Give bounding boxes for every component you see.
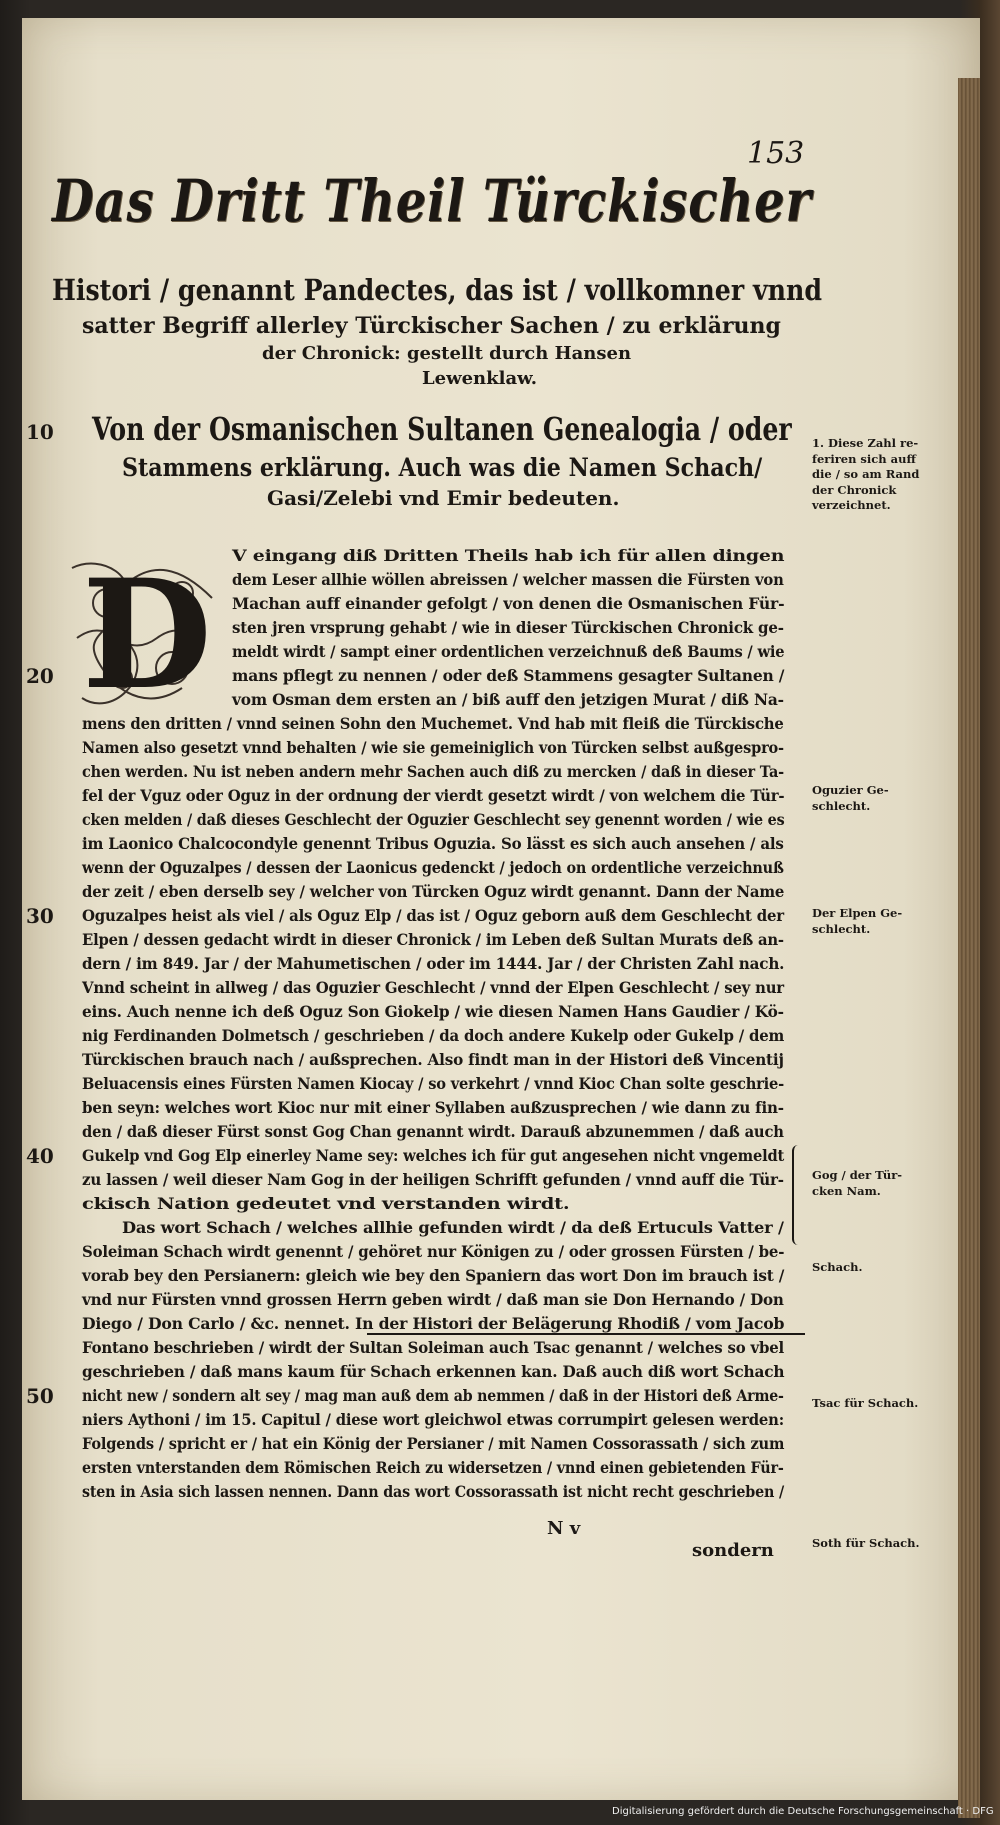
body-line: Folgends / spricht er / hat ein König der Persianer / mit Namen Cossorassath / sich zum bbox=[82, 1434, 785, 1453]
margin-brace bbox=[792, 1145, 804, 1245]
margin-note: Der Elpen Ge-schlecht. bbox=[812, 906, 903, 936]
body-line: ckisch Nation gedeutet vnd verstanden wirdt. bbox=[82, 1194, 570, 1213]
body-line: den / daß dieser Fürst sonst Gog Chan genannt wirdt. Darauß abzunemmen / daß auch bbox=[82, 1122, 784, 1141]
body-line: Oguzalpes heist als viel / als Oguz Elp / das ist / Oguz geborn auß dem Geschlecht der bbox=[82, 906, 784, 925]
line-number: 30 bbox=[26, 904, 54, 928]
subtitle-line: satter Begriff allerley Türckischer Sachen / zu erklärung bbox=[82, 313, 781, 339]
line-number: 40 bbox=[26, 1144, 54, 1168]
margin-note: Soth für Schach. bbox=[812, 1536, 920, 1550]
body-line: Türckischen brauch nach / außsprechen. Also findt man in der Histori deß Vincentij bbox=[82, 1050, 784, 1069]
body-line: vom Osman dem ersten an / biß auff den jetzigen Murat / diß Na- bbox=[232, 690, 784, 709]
book-page bbox=[22, 18, 980, 1800]
body-line: nicht new / sondern alt sey / mag man auß dem ab nemmen / daß in der Histori deß Arme- bbox=[82, 1386, 784, 1405]
initial-letter: D bbox=[81, 547, 213, 723]
signature-mark: N v bbox=[547, 1518, 581, 1539]
body-line: ersten vnterstanden dem Römischen Reich zu widersetzen / vnnd einen gebietenden Für- bbox=[82, 1458, 784, 1477]
body-line: Diego / Don Carlo / &c. nennet. In der Histori der Belägerung Rhodiß / vom Jacob bbox=[82, 1314, 785, 1333]
body-line: ben seyn: welches wort Kioc nur mit einer Syllaben außzusprechen / wie dann zu fin- bbox=[82, 1098, 784, 1117]
subtitle-line: Lewenklaw. bbox=[422, 368, 538, 389]
main-title: Das Dritt Theil Türckischer bbox=[52, 167, 812, 235]
line-number: 20 bbox=[26, 664, 54, 688]
margin-note: Oguzier Ge-schlecht. bbox=[812, 783, 889, 813]
page-number: 153 bbox=[747, 136, 805, 171]
handwritten-underline bbox=[367, 1333, 805, 1335]
section-title-line: Von der Osmanischen Sultanen Genealogia / oder bbox=[92, 410, 792, 448]
body-line: chen werden. Nu ist neben andern mehr Sachen auch diß zu mercken / daß in dieser Ta- bbox=[82, 762, 784, 781]
body-line: nig Ferdinanden Dolmetsch / geschrieben / da doch andere Kukelp oder Gukelp / dem bbox=[82, 1026, 785, 1045]
body-line: im Laonico Chalcocondyle genennt Tribus Oguzia. So lässt es sich auch ansehen / als bbox=[82, 834, 784, 853]
body-line: Elpen / dessen gedacht wirdt in dieser Chronick / im Leben deß Sultan Murats deß an- bbox=[82, 930, 784, 949]
body-line: vnd nur Fürsten vnnd grossen Herrn geben wirdt / daß man sie Don Hernando / Don bbox=[82, 1290, 784, 1309]
body-line: sten in Asia sich lassen nennen. Dann das wort Cossorassath ist nicht recht geschrieben / bbox=[82, 1482, 784, 1501]
section-title-line: Gasi/Zelebi vnd Emir bedeuten. bbox=[267, 486, 620, 510]
body-line: Beluacensis eines Fürsten Namen Kiocay / so verkehrt / vnnd Kioc Chan solte geschrie- bbox=[82, 1074, 785, 1093]
body-line: Vnnd scheint in allweg / das Oguzier Geschlecht / vnnd der Elpen Geschlecht / sey nur bbox=[82, 978, 784, 997]
decorated-initial bbox=[62, 548, 232, 723]
body-line: sten jren vrsprung gehabt / wie in dieser Türckischen Chronick ge- bbox=[232, 618, 784, 637]
body-line: niers Aythoni / im 15. Capitul / diese wort gleichwol etwas corrumpirt gelesen werden: bbox=[82, 1410, 785, 1429]
dfg-footer: Digitalisierung gefördert durch die Deutsche Forschungsgemeinschaft · DFG bbox=[612, 1806, 994, 1817]
body-line: geschrieben / daß mans kaum für Schach erkennen kan. Daß auch diß wort Schach bbox=[82, 1362, 785, 1381]
body-line: fel der Vguz oder Oguz in der ordnung der vierdt gesetzt wirdt / von welchem die Tür- bbox=[82, 786, 785, 805]
body-line: Gukelp vnd Gog Elp einerley Name sey: welches ich für gut angesehen nicht vngemeldt bbox=[82, 1146, 785, 1165]
margin-note: Gog / der Tür-cken Nam. bbox=[812, 1168, 903, 1198]
body-line: der zeit / eben derselb sey / welcher von Türcken Oguz wirdt genannt. Dann der Name bbox=[82, 882, 785, 901]
body-line: dem Leser allhie wöllen abreissen / welcher massen die Fürsten von bbox=[232, 570, 784, 589]
body-line: Machan auff einander gefolgt / von denen die Osmanischen Für- bbox=[232, 594, 785, 613]
body-line: dern / im 849. Jar / der Mahumetischen / oder im 1444. Jar / der Christen Zahl nach. bbox=[82, 954, 785, 973]
body-line: V eingang diß Dritten Theils hab ich für allen dingen bbox=[232, 546, 785, 565]
page-edge bbox=[958, 78, 980, 1818]
body-line: eins. Auch nenne ich deß Oguz Son Giokelp / wie diesen Namen Hans Gaudier / Kö- bbox=[82, 1002, 784, 1021]
body-line: zu lassen / weil dieser Nam Gog in der heiligen Schrifft gefunden / vnnd auff die Tür- bbox=[82, 1170, 784, 1189]
body-line: mans pflegt zu nennen / oder deß Stammens gesagter Sultanen / bbox=[232, 666, 785, 685]
body-line: cken melden / daß dieses Geschlecht der Oguzier Geschlecht sey genennt worden / wie es bbox=[82, 810, 785, 829]
body-line: Soleiman Schach wirdt genennt / gehöret nur Königen zu / oder grossen Fürsten / be- bbox=[82, 1242, 785, 1261]
line-number: 50 bbox=[26, 1384, 54, 1408]
body-line: mens den dritten / vnnd seinen Sohn den Muchemet. Vnd hab mit fleiß die Türckische bbox=[82, 714, 784, 733]
body-line: Namen also gesetzt vnnd behalten / wie sie gemeiniglich von Türcken selbst außgespro- bbox=[82, 738, 784, 757]
margin-note: Schach. bbox=[812, 1260, 863, 1274]
body-line: vorab bey den Persianern: gleich wie bey den Spaniern das wort Don im brauch ist / bbox=[82, 1266, 785, 1285]
subtitle-line: Histori / genannt Pandectes, das ist / vollkomner vnnd bbox=[52, 273, 823, 307]
section-title-line: Stammens erklärung. Auch was die Namen Schach/ bbox=[122, 453, 763, 482]
margin-note: 1. Diese Zahl re-feriren sich auff die / so am Rand der Chronick verzeichnet. bbox=[812, 436, 920, 513]
subtitle-line: der Chronick: gestellt durch Hansen bbox=[262, 343, 632, 364]
body-line: Das wort Schach / welches allhie gefunden wirdt / da deß Ertuculs Vatter / bbox=[122, 1218, 784, 1237]
margin-note: Tsac für Schach. bbox=[812, 1396, 919, 1410]
body-line: Fontano beschrieben / wirdt der Sultan Soleiman auch Tsac genannt / welches so vbel bbox=[82, 1338, 785, 1357]
catchword: sondern bbox=[692, 1540, 774, 1561]
body-line: meldt wirdt / sampt einer ordentlichen verzeichnuß deß Baums / wie bbox=[232, 642, 785, 661]
line-number: 10 bbox=[26, 420, 54, 444]
body-line: wenn der Oguzalpes / dessen der Laonicus gedenckt / jedoch on ordentliche verzeichnuß bbox=[82, 858, 784, 877]
